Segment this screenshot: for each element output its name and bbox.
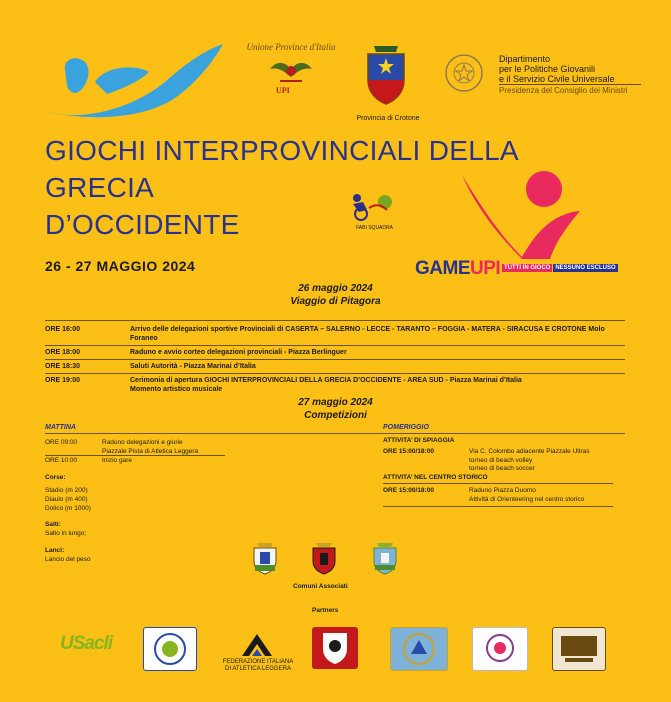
beige-badge-icon [553, 628, 605, 670]
lanci-head: Lanci: [45, 547, 65, 554]
partner-logo-red [312, 627, 358, 669]
partner-logo-blue [390, 627, 448, 671]
partner-logo-white [472, 627, 528, 671]
fidal-logo-icon [240, 632, 274, 658]
partners-label: Partners [312, 607, 339, 614]
fidal-line-2: DI ATLETICA LEGGERA [225, 666, 291, 672]
row-desc: Saluti Autorità - Piazza Marinai d’Italia [130, 363, 256, 370]
row-time: ORE 16:00 [45, 326, 81, 333]
gameupi-tag-2: NESSUNO ESCLUSO [555, 265, 616, 271]
corse-item-1: Stadio (m 200) [45, 487, 88, 494]
title-line-2: GRECIA [45, 172, 155, 203]
comune-shield-2 [310, 541, 338, 575]
gameupi-upi-text: UPI [470, 258, 501, 279]
center-line-2: Attività di Orienteering nel centro storico [469, 496, 585, 503]
afternoon-divider [383, 506, 613, 507]
morning-time-3: ORE 10:00 [45, 457, 78, 464]
dept-line-3: e il Servizio Civile Universale [499, 74, 615, 84]
gameupi-game-text: GAME [415, 258, 470, 279]
row-desc: Momento artistico musicale [130, 386, 223, 393]
usacli-logo [60, 633, 112, 655]
morning-head: MATTINA [45, 424, 76, 431]
salti-item: Salto in lungo; [45, 530, 87, 537]
event-dates: 26 - 27 MAGGIO 2024 [45, 258, 196, 274]
provincia-crotone-shield [360, 42, 412, 106]
corse-item-2: Diaulo (m 400) [45, 496, 88, 503]
day1-subtitle: Viaggio di Pitagora [290, 296, 381, 307]
schedule-divider [45, 373, 625, 374]
white-badge-icon [473, 628, 527, 670]
swimmer-wave-logo [45, 42, 225, 120]
row-time: ORE 19:00 [45, 377, 81, 384]
schedule-divider [45, 359, 625, 360]
row-time: ORE 18:30 [45, 363, 81, 370]
gameupi-wordmark [415, 258, 500, 280]
morning-divider [45, 455, 225, 456]
beach-head: ATTIVITA’ DI SPIAGGIA [383, 437, 455, 444]
comuni-label: Comuni Associati [293, 583, 348, 590]
afternoon-divider [383, 483, 613, 484]
morning-desc-1: Raduno delegazioni e giurie [102, 439, 183, 446]
beach-line-3: torneo di beach soccer [469, 465, 535, 472]
upi-eagle-emblem [268, 55, 314, 85]
title-line-1: GIOCHI INTERPROVINCIALI DELLA [45, 135, 519, 166]
blue-emblem-icon [391, 628, 447, 670]
morning-desc-2: Piazzale Pista di Atletica Leggera [102, 448, 199, 455]
day2-subtitle: Competizioni [304, 410, 367, 421]
dept-divider [499, 84, 641, 85]
club-emblem-icon [144, 628, 196, 670]
dept-line-2: per le Politiche Giovanili [499, 64, 596, 74]
beach-time: ORE 15:00/18:00 [383, 448, 434, 455]
corse-head: Corse: [45, 474, 66, 481]
department-name [499, 54, 615, 84]
gameupi-tag-1: TUTTI IN GIOCO [504, 265, 551, 271]
morning-desc-3: Inizio gare [102, 457, 132, 464]
row-desc: Raduno e avvio corteo delegazioni provinciali - Piazza Berlinguer [130, 349, 347, 356]
event-title [45, 132, 519, 243]
row-desc: Arrivo delle delegazioni sportive Provinciali di CASERTA – SALERNO - LECCE - TARANTO – FOGGIA - MATERA - SIRACUSA E CROTONE Molo Foraneo [130, 326, 605, 342]
beach-line-2: torneo di beach volley [469, 457, 533, 464]
day1-date: 26 maggio 2024 [298, 283, 373, 294]
gameupi-tagline [502, 264, 619, 272]
red-crest-icon [312, 627, 358, 669]
day2-date: 27 maggio 2024 [298, 397, 373, 408]
fidal-text [218, 659, 298, 673]
row-desc: Cerimonia di apertura GIOCHI INTERPROVINCIALI DELLA GRECIA D’OCCIDENTE - AREA SUD - Piazza Marinai d’Italia [130, 377, 522, 384]
center-line-1: Raduno Piazza Duomo [469, 487, 536, 494]
fabi-label: FABI SQUADRA [356, 225, 393, 231]
repubblica-emblem [444, 53, 484, 93]
upi-label: UPI [276, 86, 290, 95]
afternoon-head: POMERIGGIO [383, 424, 429, 431]
crotone-label: Provincia di Crotone [356, 115, 420, 122]
center-head: ATTIVITA’ NEL CENTRO STORICO [383, 474, 488, 481]
department-subtitle: Presidenza del Consiglio dei Ministri [499, 86, 628, 95]
partner-logo-beige [552, 627, 606, 671]
upi-top-text: Unione Province d'Italia [246, 42, 336, 52]
partner-logo-club [143, 627, 197, 671]
center-time: ORE 15:00/18:00 [383, 487, 434, 494]
corse-item-3: Dolico (m 1000) [45, 505, 91, 512]
usacli-wordmark: USacli [60, 633, 113, 654]
dept-line-1: Dipartimento [499, 54, 551, 64]
schedule-divider [45, 345, 625, 346]
salti-head: Salti: [45, 521, 61, 528]
comune-shield-1 [251, 541, 279, 575]
morning-time-1: ORE 09:00 [45, 439, 78, 446]
schedule-divider [45, 433, 625, 434]
title-line-3: D’OCCIDENTE [45, 209, 240, 240]
lanci-item: Lancio del peso [45, 556, 91, 563]
comune-shield-3 [371, 541, 399, 575]
beach-line-1: Via C. Colombo adiacente Piazzale Ultras [469, 448, 590, 455]
fidal-line-1: FEDERAZIONE ITALIANA [222, 659, 294, 665]
row-time: ORE 18:00 [45, 349, 81, 356]
gameupi-figure-logo [460, 165, 580, 260]
schedule-divider [45, 320, 625, 321]
fabi-squadra-logo [347, 190, 395, 222]
